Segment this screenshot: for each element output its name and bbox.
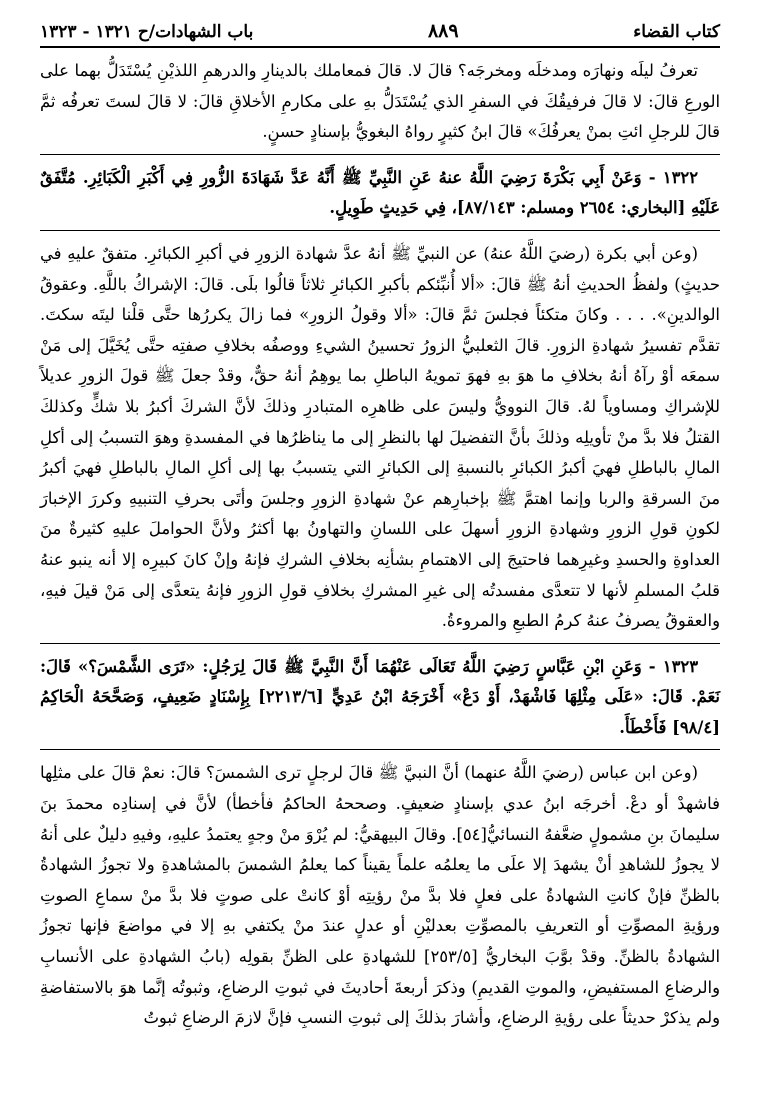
hadith-1323: ١٣٢٣ - وَعَنِ ابْنِ عَبَّاسٍ رَضِيَ اللَّهُ تَعَالَى عَنْهُمَا أَنَّ النَّبِيَّ ﷺ قَالَ لِرَجُلٍ: «تَرَى الشَّمْسَ؟» قَالَ: نَعَمْ. قَالَ: «عَلَى مِثْلِهَا فَاشْهَدْ، أَوْ دَعْ» أَخْرَجَهُ ابْنُ عَدِيٍّ [٢٢١٣/٦] بِإِسْنَادٍ ضَعِيفٍ، وَصَحَّحَهُ الْحَاكِمُ [٩٨/٤] فَأَخْطَأَ. (40, 656, 720, 737)
page-header (40, 6, 720, 48)
commentary-1322: (وعن أبي بكرة (رضيَ اللَّهُ عنهُ) عن النبيِّ ﷺ أنهُ عدَّ شهادة الزورِ في أكبرِ الكبائرِ. متفقٌ عليهِ في حديثٍ) ولفظُ الحديثِ أنهُ ﷺ قالَ: «ألا أُنبِّئكم بأكبرِ الكبائرِ ثلاثاً قالُوا بلَى. قالَ: الإشراكُ باللَّهِ. وعقوقُ الوالدينِ». . . . وكانَ متكئاً فجلسَ ثمَّ قالَ: «ألا وقولُ الزورِ» فما زالَ يكررُها حتَّى قلْنا ليتَه سكتَ. تقدَّم تفسيرُ شهادةِ الزورِ. قالَ الثعلبيُّ الزورُ تحسينُ الشيءِ ووصفُه بخلافِ صفتِه حتَّى يُخَيَّلَ إلى مَنْ سمعَه أوْ رآهُ أنهُ بخلافِ ما هوَ بهِ فهوَ تمويهُ الباطلِ بما يوهِمُ أنهُ حقٌّ، وقدْ جعلَ ﷺ قولَ الزورِ عديلاً للإشراكِ ومساوياً لهُ. قالَ النوويُّ وليسَ على ظاهرِه المتبادرِ وذلكَ لأنَّ الشركَ أكبرُ بلا شكٍّ وكذلكَ القتلُ فلا بدَّ منْ تأويلِه وذلكَ بأنَّ التفضيلَ لها بالنظرِ إلى ما يناظرُها في المفسدةِ وهوَ التسببُ إلى أكلِ المالِ بالباطلِ فهيَ أكبرُ الكبائرِ بالنسبةِ إلى الكبائرِ التي يتسببُ بها إلى أكلِ المالِ بالباطلِ فهيَ أكبرُ منَ السرقةِ والربا وإنما اهتمَّ ﷺ بإخبارِهم عنْ شهادةِ الزورِ وجلسَ وأتَى بحرفِ التنبيهِ وكررَ الإخبارَ لكونِ قولِ الزورِ وشهادةِ الزورِ أسهلَ على اللسانِ والتهاونُ بها أكثرُ ولأنَّ الحواملَ عليهِ كثيرةٌ منَ العداوةِ والحسدِ وغيرِهما فاحتيجَ إلى الاهتمامِ بشأنِه بخلافِ الشركِ فإنهُ وإنْ كانَ كبيرِه إلا أنه ينبو عنهُ قلبُ المسلمِ لأنها لا تتعدَّى مفسدتُه إلى غيرِ المشركِ بخلافِ قولِ الزورِ فإنهُ يتعدَّى إلى مَنْ قيلَ فيهِ، والعقوقُ يصرفُ عنهُ كرمُ الطبعِ والمروءةُ. (40, 243, 720, 631)
commentary-1323: (وعن ابن عباس (رضيَ اللَّهُ عنهما) أنَّ النبيَّ ﷺ قالَ لرجلٍ ترى الشمسَ؟ قالَ: نعمْ قالَ على مثلِها فاشهدْ أو دعْ. أخرجَه ابنُ عدي بإسنادٍ ضعيفٍ. وصححهُ الحاكمُ فأخطأ) لأنَّ في إسنادِه محمدَ بنَ سليمانَ بنِ مشمولٍ ضعَّفهُ النسائيُّ[٥٤]. وقالَ البيهقيُّ: لم يُرْوَ منْ وجهٍ يعتمدُ عليهِ، وفيهِ دليلٌ على أنهُ لا يجوزُ للشاهدِ أنْ يشهدَ إلا علَى ما يعلمُه علماً يقيناً كما يعلمُ الشمسَ بالمشاهدةِ ولا تجوزُ الشهادةُ بالظنِّ فإنْ كانتِ الشهادةُ على فعلٍ فلا بدَّ منْ رؤيتِه أوْ كانتْ على صوتٍ فلا بدَّ منْ سماعِ الصوتِ ورؤيةِ المصوِّتِ أو التعريفِ بالمصوِّتِ بعدليْنِ أو عدلٍ عندَ منْ يكتفي بهِ إلا في مواضعَ فإنها تجوزُ الشهادةُ بالظنِّ. وقدْ بوَّبَ البخاريُّ [٢٥٣/٥] للشهادةِ على الظنِّ بقولِه (بابُ الشهادةِ على الأنسابِ والرضاعِ المستفيضِ، والموتِ القديمِ) وذكرَ أربعةَ أحاديثَ في ثبوتِ الرضاعِ، وثبوتُه إنَّما هوَ بالاستفاضةِ ولم يذكرْ حديثاً على رؤيةِ الرضاعِ، وأشارَ بذلكَ إلى ثبوتِ النسبِ فإنَّ لازمَ الرضاعِ ثبوتُ (40, 763, 720, 1028)
hadith-1322: ١٣٢٢ - وَعَنْ أَبِي بَكْرَةَ رَضِيَ اللَّهُ عنهُ عَنِ النَّبِيِّ ﷺ أَنَّهُ عَدَّ شَهَادَةَ الزُّورِ فِي أَكْبَرِ الْكَبَائِرِ. مُتَّفَقٌ عَلَيْهِ [البخاري: ٢٦٥٤ ومسلم: ٨٧/١٤٣]، فِي حَدِيثٍ طَوِيلٍ. (40, 167, 720, 218)
divider (40, 643, 720, 644)
divider (40, 749, 720, 750)
page-body (40, 48, 720, 1034)
divider (40, 230, 720, 231)
chapter-title: كتاب القضاء (633, 22, 720, 42)
page-number: ٨٨٩ (427, 20, 459, 42)
divider (40, 154, 720, 155)
commentary-continuation: تعرفُ ليلَه ونهارَه ومدخلَه ومخرجَه؟ قالَ لا. قالَ فمعاملك بالدينارِ والدرهمِ اللذيْنِ يُسْتَدَلُّ بهما على الورعِ قالَ: لا قالَ فرفيقُكَ في السفرِ الذي يُسْتَدَلُّ بهِ على مكارمِ الأخلاقِ قالَ: لا قالَ لستَ تعرفُه ثمَّ قالَ للرجلِ ائتِ بمنْ يعرفُكَ» قالَ ابنُ كثيرٍ رواهُ البغويُّ بإسنادٍ حسنٍ. (40, 61, 720, 142)
section-title: باب الشهادات/ح ١٣٢١ - ١٣٢٣ (40, 22, 254, 42)
